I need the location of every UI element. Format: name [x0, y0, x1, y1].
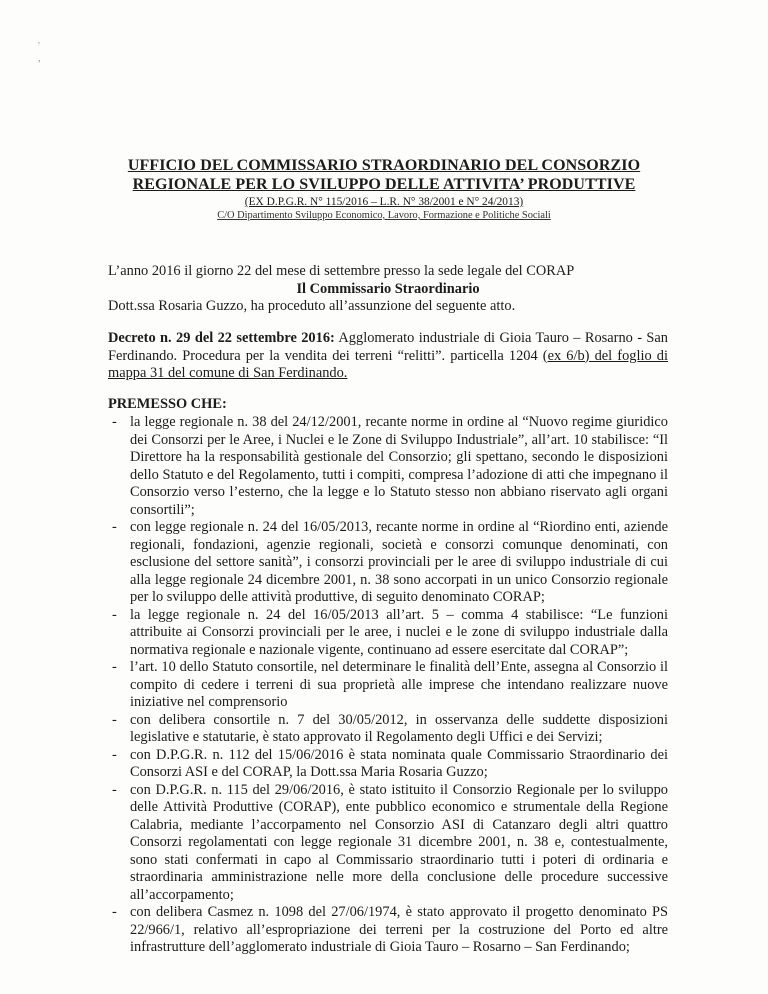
- header-legal-reference: (EX D.P.G.R. N° 115/2016 – L.R. N° 38/2001 e N° 24/2013): [244, 196, 524, 208]
- premesso-heading: PREMESSO CHE:: [108, 396, 227, 412]
- list-item: - con delibera consortile n. 7 del 30/05/2012, in osservanza delle suddette disposizioni legislative e statutarie, è stato approvato il Regolamento degli Uffici e dei Servizi;: [108, 712, 668, 747]
- list-item: - l’art. 10 dello Statuto consortile, nel determinare le finalità dell’Ente, assegna al Consorzio il compito di cedere i terreni di sua proprietà alle imprese che intendano realizzare nuove iniziative nel comprensorio: [108, 659, 668, 712]
- list-item: - la legge regionale n. 24 del 16/05/2013 all’art. 5 – comma 4 stabilisce: “Le funzioni attribuite ai Consorzi provinciali per le aree, i nuclei e le zone di sviluppo industriale dalla normativa regionale e nazionale vigente, continuano ad essere esercitate dal CORAP”;: [108, 607, 668, 660]
- decree-text: Agglomerato industriale di Gioia Tauro – Rosarno - San Ferdinando. Procedura per la vendita dei terreni “relitti”. particella 1204: [108, 330, 668, 364]
- decree-paragraph: [108, 330, 668, 383]
- intro-line-signatory: Dott.ssa Rosaria Guzzo, ha proceduto all’assunzione del seguente atto.: [108, 298, 516, 314]
- list-item: - con D.P.G.R. n. 112 del 15/06/2016 è stata nominata quale Commissario Straordinario dei Consorzi ASI e del CORAP, la Dott.ssa Maria Rosaria Guzzo;: [108, 747, 668, 782]
- intro-line-date: L’anno 2016 il giorno 22 del mese di settembre presso la sede legale del CORAP: [108, 263, 575, 279]
- intro-role-title: Il Commissario Straordinario: [296, 280, 480, 297]
- list-item: - con D.P.G.R. n. 115 del 29/06/2016, è stato istituito il Consorzio Regionale per lo sviluppo delle Attività Produttive (CORAP), ente pubblico economico e strumentale della Regione Calabria, mediante l’accorpamento nel Consorzio ASI di Catanzaro degli altri quattro Consorzi regolamentati con legge regionale 31 dicembre 2001, n. 38 e, contestualmente, sono stati confermati in capo al Commissario straordinario tutti i poteri di ordinaria e straordinaria amministrazione nelle more della conclusione delle procedure successive all’accorpamento;: [108, 782, 668, 905]
- header-care-of: C/O Dipartimento Sviluppo Economico, Lavoro, Formazione e Politiche Sociali: [217, 210, 551, 221]
- list-item: - con legge regionale n. 24 del 16/05/2013, recante norme in ordine al “Riordino enti, aziende regionali, fondazioni, agenzie regionali, società e consorzi comunque denominati, con esclusione del settore sanità”, i consorzi provinciali per le aree di sviluppo industriale di cui alla legge regionale 24 dicembre 2001, n. 38 sono accorpati in un unico Consorzio regionale per lo sviluppo delle attività produttive, di seguito denominato CORAP;: [108, 519, 668, 607]
- premesso-list: [108, 414, 668, 957]
- list-item: - la legge regionale n. 38 del 24/12/2001, recante norme in ordine al “Nuovo regime giuridico dei Consorzi per le Aree, i Nuclei e le Zone di Sviluppo Industriale”, all’art. 10 stabilisce: “Il Direttore ha la responsabilità gestionale del Consorzio; gli spettano, secondo le disposizioni dello Statuto e del Regolamento, tutti i compiti, compresa l’adozione di atti che impegnano il Consorzio verso l’esterno, che la legge e lo Statuto stesso non abbiano riservato agli organi consortili”;: [108, 414, 668, 519]
- decree-underlined-text: (ex 6/b) del foglio di mappa 31 del comune di San Ferdinando.: [108, 347, 668, 381]
- list-item: - con delibera Casmez n. 1098 del 27/06/1974, è stato approvato il progetto denominato PS 22/966/1, relativo all’espropriazione dei terreni per la costruzione del Porto ed altre infrastrutture dell’agglomerato industriale di Gioia Tauro – Rosarno – San Ferdinando;: [108, 904, 668, 957]
- header-title-line2: REGIONALE PER LO SVILUPPO DELLE ATTIVITA’ PRODUTTIVE: [132, 176, 636, 193]
- intro-block: [108, 263, 668, 316]
- decree-label: Decreto n. 29 del 22 settembre 2016:: [108, 330, 335, 346]
- header-title-line1: UFFICIO DEL COMMISSARIO STRAORDINARIO DEL CONSORZIO: [127, 157, 641, 174]
- document-header: [100, 156, 668, 223]
- scan-artifact-marks: ' ,: [38, 40, 41, 64]
